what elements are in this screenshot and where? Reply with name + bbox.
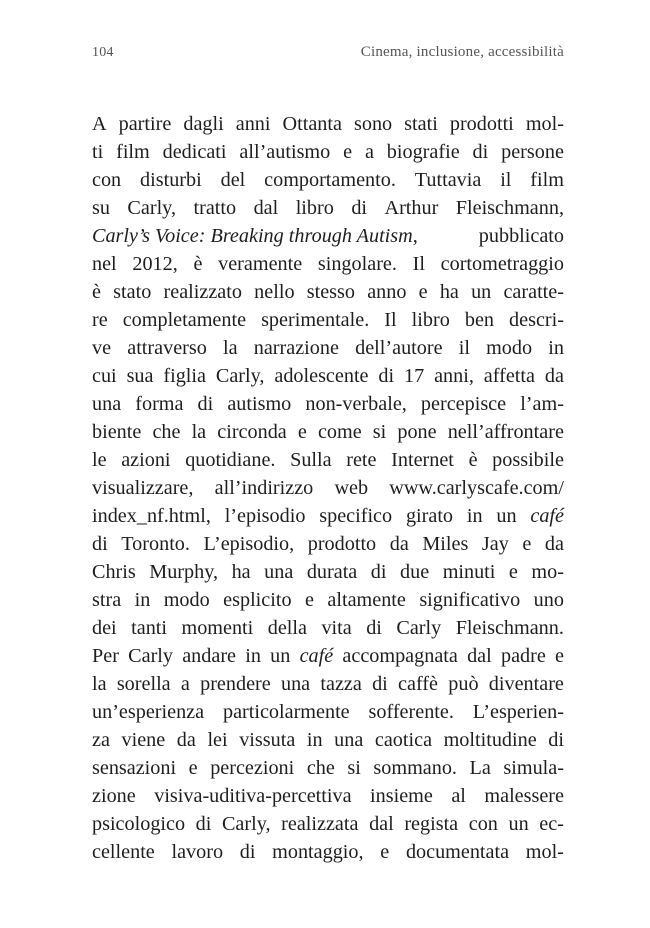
word: insieme: [370, 785, 433, 807]
page-header: [92, 44, 564, 68]
word: pone: [397, 421, 437, 443]
word: biografie: [386, 141, 460, 163]
word: Per: [92, 645, 119, 667]
text-line: [92, 250, 564, 278]
word: e: [418, 281, 428, 303]
word: modo: [486, 337, 533, 359]
word: che: [152, 421, 181, 443]
word: tazza: [320, 673, 362, 695]
text-line: [92, 698, 564, 726]
word: Carly,: [221, 813, 271, 835]
word: la: [191, 421, 207, 443]
word: completamente: [122, 309, 247, 331]
word: cellente: [92, 841, 155, 863]
word: za: [92, 729, 110, 751]
word: L’episodio,: [203, 533, 295, 555]
word: e: [522, 533, 532, 555]
word: di: [548, 729, 564, 751]
word: a: [180, 673, 190, 695]
word: index_nf.html,: [92, 505, 211, 527]
word: comportamento.: [264, 169, 396, 191]
word: si: [347, 757, 361, 779]
text-line: [92, 222, 564, 250]
word: e: [343, 141, 353, 163]
running-head: Cinema, inclusione, accessibilità: [360, 44, 564, 60]
word: all’autismo: [239, 141, 331, 163]
word: in: [548, 337, 564, 359]
word: mol-: [525, 113, 564, 135]
italic-word: café: [530, 505, 564, 527]
word: un’esperienza: [92, 701, 205, 723]
word: 2012,: [132, 253, 178, 275]
word: modo: [163, 589, 210, 611]
word: a: [364, 141, 374, 163]
word: Carly: [128, 645, 173, 667]
word: da: [176, 729, 196, 751]
word: significativo: [419, 589, 521, 611]
word: ha: [231, 561, 251, 583]
text-line: [92, 474, 564, 502]
word: da: [544, 365, 564, 387]
word: è: [92, 281, 101, 303]
word: sommano.: [373, 757, 457, 779]
word: tanti: [131, 617, 168, 639]
word: sofferente.: [368, 701, 454, 723]
word: tratto: [193, 197, 237, 219]
word: della: [267, 617, 307, 639]
word: quotidiane.: [185, 449, 276, 471]
word: con: [468, 813, 498, 835]
word: ben: [464, 309, 494, 331]
word: libro: [295, 197, 334, 219]
word: azioni: [121, 449, 171, 471]
text-line: [92, 614, 564, 642]
word: come: [317, 421, 362, 443]
word: libro: [411, 309, 450, 331]
word: Il: [384, 309, 397, 331]
word: in: [245, 645, 261, 667]
word: esplicito: [223, 589, 292, 611]
word: e: [305, 589, 314, 611]
word: A: [92, 113, 107, 135]
text-line: [92, 194, 564, 222]
word: momenti: [181, 617, 254, 639]
word: La: [469, 757, 491, 779]
word: all’indirizzo: [214, 477, 314, 499]
word: dagli: [183, 113, 224, 135]
word: Fleischmann,: [455, 197, 564, 219]
word: persone: [501, 141, 564, 163]
word: viene: [121, 729, 166, 751]
word: visualizzare,: [92, 477, 194, 499]
word: stati: [404, 113, 438, 135]
word: padre: [500, 645, 546, 667]
text-line: [92, 838, 564, 866]
text-line: [92, 530, 564, 558]
word: circonda: [217, 421, 287, 443]
text-line: [92, 278, 564, 306]
italic-word: café: [299, 645, 334, 667]
word: film: [530, 169, 564, 191]
word: L’esperien-: [472, 701, 564, 723]
word: ec-: [539, 813, 564, 835]
word: una: [334, 729, 364, 751]
word: Fleischmann.: [455, 617, 564, 639]
word: montaggio,: [272, 841, 364, 863]
word: moltitudine: [443, 729, 537, 751]
word: realizzato: [163, 281, 242, 303]
word: dal: [369, 813, 394, 835]
word: si: [372, 421, 387, 443]
body-paragraph: [92, 110, 564, 866]
word: Sulla: [290, 449, 332, 471]
word: narrazione: [253, 337, 339, 359]
word: nello: [254, 281, 295, 303]
word: dal: [467, 645, 492, 667]
word: prendere: [200, 673, 271, 695]
word: web: [334, 477, 369, 499]
word: minuti: [442, 561, 496, 583]
word: la: [223, 337, 238, 359]
word: Toronto.: [121, 533, 190, 555]
word: sensazioni: [92, 757, 177, 779]
word: diventare: [488, 673, 564, 695]
word: Carly,: [215, 365, 265, 387]
text-line: [92, 558, 564, 586]
word: anni,: [434, 365, 474, 387]
word: documentata: [405, 841, 510, 863]
word: un: [508, 813, 529, 835]
word: il: [458, 337, 470, 359]
word: veramente: [218, 253, 303, 275]
word: stra: [92, 589, 122, 611]
text-line: [92, 502, 564, 530]
word: Miles: [422, 533, 469, 555]
word: e: [188, 757, 198, 779]
word: sono: [354, 113, 393, 135]
word: di: [351, 197, 368, 219]
text-line: [92, 670, 564, 698]
word: simula-: [503, 757, 564, 779]
word: specifico: [319, 505, 393, 527]
word: caotica: [374, 729, 433, 751]
word: ti: [92, 141, 104, 163]
word: possibile: [492, 449, 564, 471]
word: nell’affrontare: [447, 421, 564, 443]
word: un: [270, 645, 291, 667]
word: non-verbale,: [305, 393, 407, 415]
word: uno: [533, 589, 564, 611]
word: percezioni: [210, 757, 295, 779]
word: una: [280, 673, 311, 695]
word: stesso: [306, 281, 355, 303]
word: anni: [235, 113, 271, 135]
word: dei: [92, 617, 117, 639]
word: zione: [92, 785, 136, 807]
word: singolare.: [317, 253, 397, 275]
word: può: [448, 673, 479, 695]
text-line: [92, 362, 564, 390]
word: Ottanta: [282, 113, 342, 135]
word: dedicati: [162, 141, 227, 163]
word: del: [220, 169, 246, 191]
text-line: [92, 334, 564, 362]
word: di: [472, 141, 489, 163]
word: film: [116, 141, 150, 163]
word: nel: [92, 253, 117, 275]
word: girato: [405, 505, 454, 527]
word: e: [380, 841, 390, 863]
word: mo-: [531, 561, 564, 583]
word: e: [297, 421, 307, 443]
word: con: [92, 169, 122, 191]
word: di: [370, 561, 387, 583]
text-line: [92, 782, 564, 810]
word: rete: [346, 449, 377, 471]
word: di: [239, 841, 256, 863]
word: adolescente: [274, 365, 369, 387]
word: da: [389, 533, 409, 555]
word: anno: [367, 281, 407, 303]
word: Tuttavia: [414, 169, 482, 191]
word: su: [92, 197, 110, 219]
word: due: [400, 561, 430, 583]
word: cortometraggio: [440, 253, 564, 275]
word: vissuta: [239, 729, 296, 751]
word: dell’autore: [355, 337, 443, 359]
text-line: [92, 138, 564, 166]
text-line: [92, 586, 564, 614]
word: l’am-: [520, 393, 564, 415]
word: e: [555, 645, 564, 667]
word: particolarmente: [222, 701, 350, 723]
word: un: [496, 505, 517, 527]
word: di: [195, 813, 212, 835]
text-line: [92, 306, 564, 334]
word: un: [471, 281, 492, 303]
word: www.carlyscafe.com/: [389, 477, 564, 499]
word: di: [372, 673, 388, 695]
word: regista: [404, 813, 459, 835]
word: in: [134, 589, 151, 611]
word: di: [92, 533, 108, 555]
word: sperimentale.: [261, 309, 370, 331]
word: altamente: [327, 589, 406, 611]
word: forma: [135, 393, 184, 415]
word: stato: [113, 281, 152, 303]
word: la: [92, 673, 107, 695]
text-line: [92, 754, 564, 782]
text-line: [92, 110, 564, 138]
word: prodotti: [449, 113, 514, 135]
word: malessere: [484, 785, 564, 807]
word: disturbi: [140, 169, 202, 191]
word: in: [466, 505, 483, 527]
word: sua: [126, 365, 154, 387]
word: Arthur: [384, 197, 439, 219]
word: che: [306, 757, 335, 779]
text-line: [92, 726, 564, 754]
word: Jay: [481, 533, 509, 555]
word: le: [92, 449, 107, 471]
text-line: [92, 418, 564, 446]
word: è: [468, 449, 478, 471]
word: di: [366, 617, 382, 639]
word: autismo: [227, 393, 292, 415]
text-line: [92, 446, 564, 474]
text-line: [92, 642, 564, 670]
italic-word: Carly’s Voice: Breaking through Autism,: [92, 225, 418, 247]
word: e: [508, 561, 518, 583]
word: sorella: [116, 673, 171, 695]
word: vita: [321, 617, 352, 639]
word: al: [451, 785, 466, 807]
text-line: [92, 810, 564, 838]
word: Chris: [92, 561, 136, 583]
word: l’episodio: [224, 505, 306, 527]
word: ve: [92, 337, 112, 359]
word: dal: [253, 197, 279, 219]
word: caffè: [398, 673, 438, 695]
word: in: [306, 729, 323, 751]
word: partire: [118, 113, 172, 135]
word: cui: [92, 365, 117, 387]
word: 17: [404, 365, 425, 387]
word: realizzata: [281, 813, 359, 835]
word: visiva-uditiva-percettiva: [154, 785, 352, 807]
word: re: [92, 309, 108, 331]
word: biente: [92, 421, 142, 443]
word: è: [193, 253, 203, 275]
word: attraverso: [127, 337, 207, 359]
word: caratte-: [503, 281, 564, 303]
word: psicologico: [92, 813, 186, 835]
word: prodotto: [307, 533, 377, 555]
text-line: [92, 390, 564, 418]
word: una: [92, 393, 122, 415]
word: accompagnata: [342, 645, 458, 667]
word: di: [197, 393, 214, 415]
word: il: [500, 169, 512, 191]
word: pubblicato: [478, 225, 564, 247]
text-line: [92, 166, 564, 194]
word: Il: [412, 253, 425, 275]
word: lei: [207, 729, 228, 751]
word: affetta: [483, 365, 535, 387]
word: lavoro: [171, 841, 224, 863]
word: ha: [439, 281, 459, 303]
word: Murphy,: [149, 561, 219, 583]
word: da: [544, 533, 564, 555]
word: percepisce: [420, 393, 507, 415]
word: descri-: [509, 309, 564, 331]
word: Internet: [391, 449, 454, 471]
page-number: 104: [92, 45, 114, 60]
word: una: [264, 561, 294, 583]
word: durata: [306, 561, 358, 583]
word: di: [378, 365, 395, 387]
word: Carly: [396, 617, 442, 639]
word: mol-: [525, 841, 564, 863]
word: andare: [182, 645, 237, 667]
word: figlia: [163, 365, 206, 387]
word: Carly,: [127, 197, 177, 219]
